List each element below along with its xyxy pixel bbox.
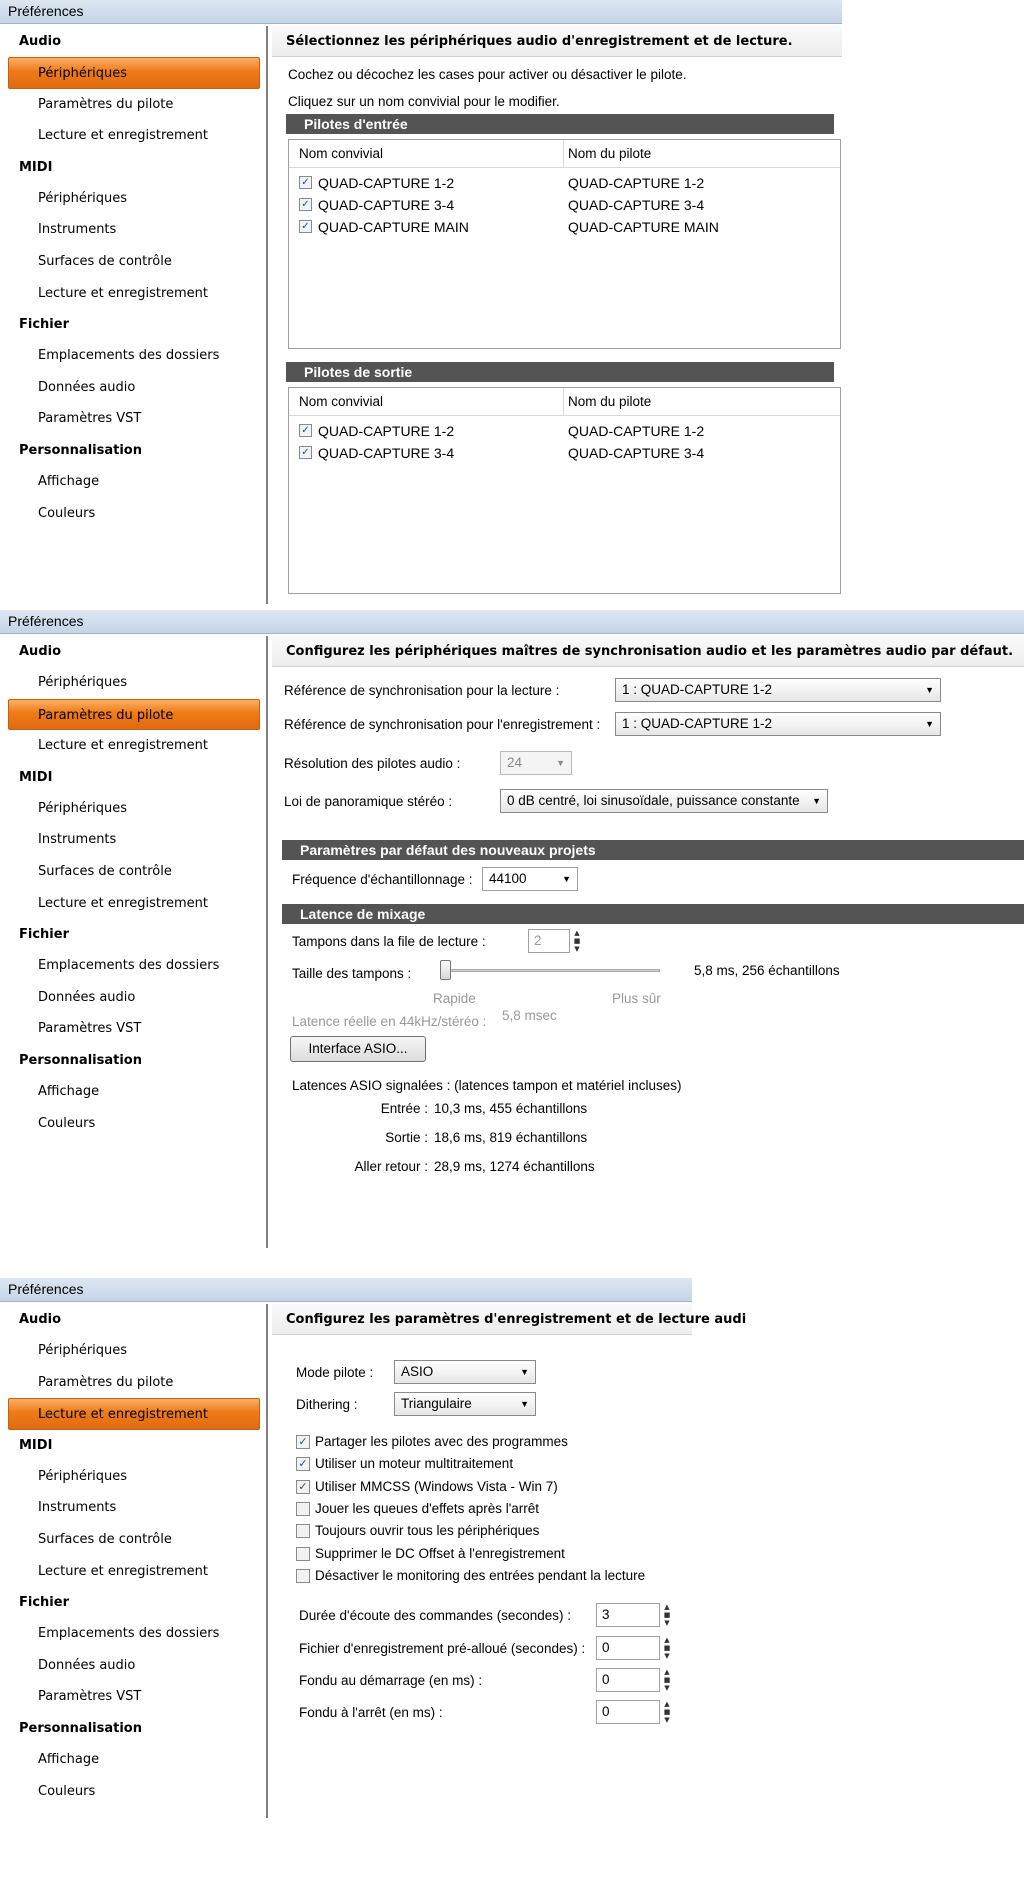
field-number-input[interactable]: 0: [596, 1636, 660, 1660]
driver-friendly-name[interactable]: QUAD-CAPTURE 1-2: [318, 175, 455, 191]
driver-resolution-label: Résolution des pilotes audio :: [284, 756, 461, 771]
nav-item-audio-data[interactable]: Données audio: [38, 1657, 136, 1673]
nav-item-folder-locations[interactable]: Emplacements des dossiers: [38, 958, 220, 974]
nav-item-midi-playback-recording[interactable]: Lecture et enregistrement: [38, 895, 208, 911]
buffer-size-slider-track[interactable]: [440, 969, 660, 972]
nav-item-vst-settings[interactable]: Paramètres VST: [38, 1021, 142, 1037]
hint-rename-driver: Cliquez sur un nom convivial pour le modifier.: [288, 94, 560, 109]
window-title: Préférences: [8, 1281, 84, 1297]
sample-rate-value: 44100: [489, 871, 527, 886]
content-area: [272, 1304, 747, 1818]
nav-item-instruments[interactable]: Instruments: [38, 222, 117, 238]
field-spinner[interactable]: ▲ ■ ▼: [663, 1668, 671, 1692]
driver-row[interactable]: [289, 216, 840, 238]
dithering-label: Dithering :: [296, 1397, 358, 1412]
nav-item-driver-settings[interactable]: Paramètres du pilote: [38, 96, 174, 112]
chevron-down-icon: ▼: [925, 685, 934, 695]
nav-group-file[interactable]: Fichier: [19, 927, 69, 943]
field-spinner[interactable]: ▲ ■ ▼: [663, 1603, 671, 1627]
option-label[interactable]: Toujours ouvrir tous les périphériques: [315, 1523, 540, 1539]
nav-group-file[interactable]: Fichier: [19, 317, 69, 333]
nav-item-instruments[interactable]: Instruments: [38, 832, 117, 848]
sample-rate-label: Fréquence d'échantillonnage :: [292, 872, 473, 887]
nav-tree: [0, 1304, 268, 1818]
sync-recording-dropdown[interactable]: [615, 712, 941, 736]
nav-item-audio-devices[interactable]: Périphériques: [8, 57, 260, 89]
option-label[interactable]: Utiliser un moteur multitraitement: [315, 1456, 514, 1472]
window-title-bar: [0, 610, 1024, 634]
option-label[interactable]: Supprimer le DC Offset à l'enregistrement: [315, 1545, 565, 1561]
input-latency-label: Entrée :: [380, 1101, 428, 1116]
pan-law-dropdown[interactable]: [500, 789, 828, 813]
field-number-input[interactable]: 0: [596, 1668, 660, 1692]
pan-law-label: Loi de panoramique stéréo :: [284, 794, 453, 809]
field-label: Fichier d'enregistrement pré-alloué (secondes) :: [299, 1641, 586, 1656]
nav-item-vst-settings[interactable]: Paramètres VST: [38, 411, 142, 427]
driver-enable-checkbox[interactable]: ✓: [299, 198, 312, 211]
nav-group-midi[interactable]: MIDI: [19, 1437, 53, 1453]
driver-friendly-name[interactable]: QUAD-CAPTURE 3-4: [318, 445, 455, 461]
driver-row[interactable]: [289, 194, 840, 216]
driver-mode-value: ASIO: [401, 1364, 434, 1379]
real-latency-value: 5,8 msec: [502, 1008, 557, 1023]
nav-item-audio-data[interactable]: Données audio: [38, 379, 136, 395]
nav-item-vst-settings[interactable]: Paramètres VST: [38, 1689, 142, 1705]
section-input-drivers: Pilotes d'entrée: [286, 114, 834, 134]
nav-item-midi-playback-recording[interactable]: Lecture et enregistrement: [38, 285, 208, 301]
option-label[interactable]: Partager les pilotes avec des programmes: [315, 1434, 568, 1449]
sync-playback-dropdown[interactable]: [615, 678, 941, 702]
nav-item-colors[interactable]: Couleurs: [38, 505, 96, 521]
chevron-down-icon: ▼: [925, 719, 934, 729]
nav-group-customization[interactable]: Personnalisation: [19, 442, 142, 458]
list-header: [289, 140, 840, 168]
driver-name: QUAD-CAPTURE MAIN: [568, 219, 719, 235]
nav-group-file[interactable]: Fichier: [19, 1595, 69, 1611]
section-mix-latency: Latence de mixage: [282, 904, 1024, 924]
nav-item-instruments[interactable]: Instruments: [38, 1500, 117, 1516]
driver-enable-checkbox[interactable]: ✓: [299, 446, 312, 459]
field-label: Durée d'écoute des commandes (secondes) :: [299, 1608, 571, 1623]
nav-item-colors[interactable]: Couleurs: [38, 1115, 96, 1131]
playback-buffers-spinner[interactable]: ▲ ■ ▼: [573, 929, 581, 953]
driver-enable-checkbox[interactable]: ✓: [299, 424, 312, 437]
field-spinner[interactable]: ▲ ■ ▼: [663, 1636, 671, 1660]
driver-row[interactable]: [289, 172, 840, 194]
driver-row[interactable]: [289, 420, 840, 442]
nav-item-control-surfaces[interactable]: Surfaces de contrôle: [38, 863, 172, 879]
nav-group-midi[interactable]: MIDI: [19, 769, 53, 785]
option-checkbox[interactable]: ✓: [296, 1480, 310, 1494]
playback-buffers-input[interactable]: 2: [528, 929, 570, 953]
real-latency-label: Latence réelle en 44kHz/stéréo :: [292, 1014, 487, 1029]
chevron-down-icon: ▼: [812, 796, 821, 806]
driver-name: QUAD-CAPTURE 1-2: [568, 175, 705, 191]
driver-name: QUAD-CAPTURE 3-4: [568, 197, 705, 213]
nav-item-midi-devices[interactable]: Périphériques: [38, 800, 128, 816]
option-checkbox[interactable]: ✓: [296, 1435, 310, 1449]
buffer-size-value: 5,8 ms, 256 échantillons: [694, 963, 840, 978]
playback-buffers-label: Tampons dans la file de lecture :: [292, 934, 486, 949]
driver-name: QUAD-CAPTURE 3-4: [568, 445, 705, 461]
driver-friendly-name[interactable]: QUAD-CAPTURE MAIN: [318, 219, 469, 235]
sync-playback-value: 1 : QUAD-CAPTURE 1-2: [622, 682, 773, 697]
nav-item-display[interactable]: Affichage: [38, 1083, 100, 1099]
nav-item-control-surfaces[interactable]: Surfaces de contrôle: [38, 253, 172, 269]
content-header: Configurez les paramètres d'enregistrement et de lecture audi: [272, 1304, 692, 1335]
option-label[interactable]: Utiliser MMCSS (Windows Vista - Win 7): [315, 1478, 558, 1494]
nav-item-audio-devices[interactable]: Périphériques: [38, 675, 128, 690]
buffer-size-label: Taille des tampons :: [292, 966, 412, 981]
section-new-project-defaults: Paramètres par défaut des nouveaux projets: [282, 840, 1024, 860]
content-area: [272, 636, 1024, 1248]
nav-group-audio[interactable]: Audio: [19, 644, 62, 659]
output-drivers-list[interactable]: [288, 387, 841, 594]
nav-item-colors[interactable]: Couleurs: [38, 1783, 96, 1799]
nav-group-midi[interactable]: MIDI: [19, 159, 53, 175]
option-checkbox[interactable]: [296, 1547, 310, 1561]
nav-item-folder-locations[interactable]: Emplacements des dossiers: [38, 1626, 220, 1642]
output-driver-rows: [289, 416, 840, 464]
content-header: Sélectionnez les périphériques audio d'enregistrement et de lecture.: [272, 26, 842, 57]
driver-resolution-value: 24: [507, 755, 523, 770]
roundtrip-latency-value: 28,9 ms, 1274 échantillons: [434, 1159, 595, 1174]
column-friendly-name[interactable]: Nom convivial: [299, 146, 384, 161]
nav-group-audio[interactable]: Audio: [19, 34, 62, 49]
roundtrip-latency-label: Aller retour :: [354, 1159, 428, 1174]
list-header: [289, 388, 840, 416]
nav-item-midi-devices[interactable]: Périphériques: [38, 1468, 128, 1484]
window-title-bar: [0, 0, 842, 24]
content-header: Configurez les périphériques maîtres de synchronisation audio et les paramètres audio par défaut.: [272, 636, 1024, 667]
option-checkbox[interactable]: [296, 1502, 310, 1516]
nav-item-audio-devices[interactable]: Périphériques: [38, 1343, 128, 1358]
nav-item-audio-data[interactable]: Données audio: [38, 989, 136, 1005]
asio-panel-button[interactable]: Interface ASIO...: [290, 1036, 426, 1062]
nav-item-driver-settings[interactable]: Paramètres du pilote: [8, 699, 260, 731]
option-checkbox[interactable]: [296, 1569, 310, 1583]
dithering-dropdown[interactable]: [394, 1392, 536, 1416]
sync-playback-label: Référence de synchronisation pour la lecture :: [284, 683, 560, 698]
sync-recording-label: Référence de synchronisation pour l'enregistrement :: [284, 717, 601, 732]
nav-item-display[interactable]: Affichage: [38, 473, 100, 489]
option-checkbox[interactable]: ✓: [296, 1457, 310, 1471]
driver-enable-checkbox[interactable]: ✓: [299, 176, 312, 189]
content-area: [272, 26, 842, 604]
nav-item-midi-devices[interactable]: Périphériques: [38, 190, 128, 206]
slider-safe-label: Plus sûr: [612, 991, 661, 1006]
nav-item-midi-playback-recording[interactable]: Lecture et enregistrement: [38, 1563, 208, 1579]
chevron-down-icon: ▼: [556, 758, 565, 768]
section-output-drivers: Pilotes de sortie: [286, 362, 834, 382]
nav-item-driver-settings[interactable]: Paramètres du pilote: [38, 1374, 174, 1390]
field-number-input[interactable]: 3: [596, 1603, 660, 1627]
driver-mode-dropdown[interactable]: [394, 1360, 536, 1384]
option-checkbox[interactable]: [296, 1524, 310, 1538]
driver-name: QUAD-CAPTURE 1-2: [568, 423, 705, 439]
preferences-panel-playback-recording: [0, 1278, 747, 1818]
nav-item-audio-playback-recording[interactable]: Lecture et enregistrement: [38, 738, 208, 754]
driver-enable-checkbox[interactable]: ✓: [299, 220, 312, 233]
output-latency-label: Sortie :: [385, 1130, 428, 1145]
column-driver-name[interactable]: Nom du pilote: [563, 388, 823, 416]
nav-tree: [0, 636, 268, 1248]
nav-item-control-surfaces[interactable]: Surfaces de contrôle: [38, 1531, 172, 1547]
driver-resolution-dropdown[interactable]: [500, 751, 572, 775]
window-title: Préférences: [8, 613, 84, 629]
driver-mode-label: Mode pilote :: [296, 1365, 374, 1380]
nav-item-display[interactable]: Affichage: [38, 1751, 100, 1767]
input-drivers-list[interactable]: [288, 139, 841, 349]
option-label[interactable]: Jouer les queues d'effets après l'arrêt: [315, 1500, 540, 1516]
window-title-bar: [0, 1278, 692, 1302]
driver-row[interactable]: [289, 442, 840, 464]
nav-group-customization[interactable]: Personnalisation: [19, 1052, 142, 1068]
field-spinner[interactable]: ▲ ■ ▼: [663, 1700, 671, 1724]
asio-reported-latencies: Latences ASIO signalées : (latences tampon et matériel incluses): [292, 1078, 682, 1093]
chevron-down-icon: ▼: [520, 1399, 529, 1409]
chevron-down-icon: ▼: [562, 874, 571, 884]
buffer-size-slider-thumb[interactable]: [440, 960, 451, 980]
driver-friendly-name[interactable]: QUAD-CAPTURE 3-4: [318, 197, 455, 213]
output-latency-value: 18,6 ms, 819 échantillons: [434, 1130, 588, 1145]
pan-law-value: 0 dB centré, loi sinusoïdale, puissance constante: [507, 793, 800, 808]
column-friendly-name[interactable]: Nom convivial: [299, 394, 384, 409]
nav-item-audio-playback-recording[interactable]: Lecture et enregistrement: [38, 128, 208, 144]
dithering-value: Triangulaire: [401, 1396, 472, 1411]
nav-tree: [0, 26, 268, 604]
preferences-panel-devices: [0, 0, 842, 605]
preferences-panel-driver-settings: [0, 610, 1024, 1250]
chevron-down-icon: ▼: [520, 1367, 529, 1377]
column-driver-name[interactable]: Nom du pilote: [563, 140, 823, 168]
field-number-input[interactable]: 0: [596, 1700, 660, 1724]
window-title: Préférences: [8, 3, 84, 19]
field-label: Fondu à l'arrêt (en ms) :: [299, 1705, 443, 1720]
input-latency-value: 10,3 ms, 455 échantillons: [434, 1101, 588, 1116]
option-label[interactable]: Désactiver le monitoring des entrées pendant la lecture: [315, 1567, 646, 1583]
field-label: Fondu au démarrage (en ms) :: [299, 1673, 483, 1688]
slider-fast-label: Rapide: [433, 991, 476, 1006]
sync-recording-value: 1 : QUAD-CAPTURE 1-2: [622, 716, 773, 731]
driver-friendly-name[interactable]: QUAD-CAPTURE 1-2: [318, 423, 455, 439]
nav-item-audio-playback-recording[interactable]: Lecture et enregistrement: [8, 1398, 260, 1430]
hint-toggle-driver: Cochez ou décochez les cases pour activer ou désactiver le pilote.: [288, 67, 687, 82]
nav-group-audio[interactable]: Audio: [19, 1312, 62, 1327]
input-driver-rows: [289, 168, 840, 238]
sample-rate-dropdown[interactable]: [482, 867, 578, 891]
nav-item-folder-locations[interactable]: Emplacements des dossiers: [38, 348, 220, 364]
nav-group-customization[interactable]: Personnalisation: [19, 1720, 142, 1736]
